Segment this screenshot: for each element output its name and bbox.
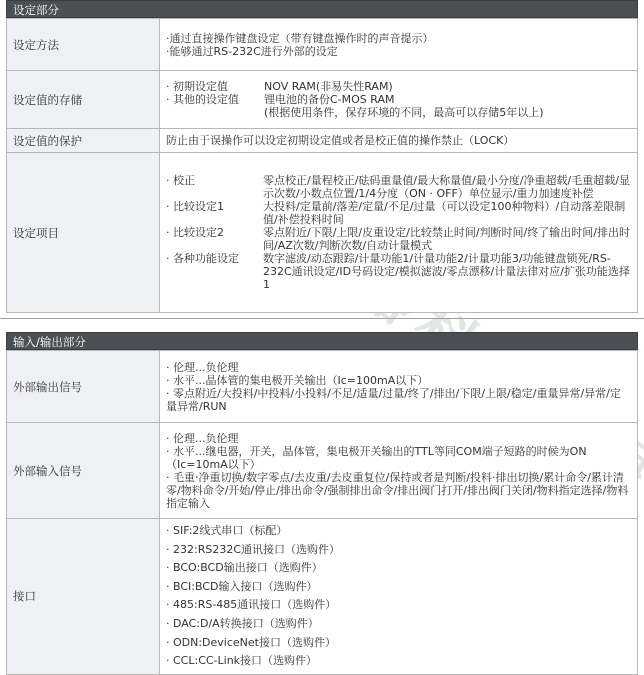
row-label: 接口 xyxy=(7,519,160,675)
settings-section xyxy=(6,0,638,313)
item-key: · 比较设定1 xyxy=(166,200,224,213)
io-section xyxy=(6,332,638,675)
pair-key: · 其他的设定值 xyxy=(166,93,239,106)
storage-pair xyxy=(166,80,631,93)
table-row xyxy=(7,19,638,71)
content-line: · 水平...继电器，开关，晶体管，集电极开关输出的TTL等同COM端子短路的时候为ON（Ic=10mA以下） xyxy=(166,444,587,471)
content-line: · BCI:BCD输入接口（选购件） xyxy=(166,579,318,593)
item-value: 大投料/定量前/落差/定量/不足/过量（可以设定100种物料）/自动落差限制值/补偿投料时间 xyxy=(263,200,626,226)
content-line: · 伦理...负伦理 xyxy=(166,431,239,445)
content-line: ·能够通过RS-232C进行外部的设定 xyxy=(166,44,338,58)
content-line: · CCL:CC-Link接口（选购件） xyxy=(166,654,318,668)
row-label: 外部输出信号 xyxy=(7,351,160,423)
content-line: · 伦理...负伦理 xyxy=(166,360,239,374)
row-content xyxy=(160,71,638,129)
row-content xyxy=(160,129,638,153)
table-row xyxy=(7,71,638,129)
pair-key xyxy=(166,106,264,119)
content-line: · 零点附近/大投料/中投料/小投料/不足/适量/过量/终了/排出/下限/上限/稳定/重量异常/异常/定量异常/RUN xyxy=(166,386,621,413)
content-line: · ODN:DeviceNet接口（选购件） xyxy=(166,635,336,649)
content-line: · 232:RS232C通讯接口（选购件） xyxy=(166,542,340,556)
table-row xyxy=(7,129,638,153)
setting-item xyxy=(166,226,631,252)
row-content xyxy=(160,519,638,675)
item-value: 零点附近/下限/上限/皮重设定/比较禁止时间/判断时间/终了输出时间/排出时间/AZ次数/判断次数/自动计量模式 xyxy=(263,226,630,252)
content-line: · DAC:D/A转换接口（选购件） xyxy=(166,616,319,630)
content-line: · BCO:BCD输出接口（选购件） xyxy=(166,561,323,575)
content-line: · 485:RS-485通讯接口（选购件） xyxy=(166,598,337,612)
row-content xyxy=(160,351,638,423)
table-row xyxy=(7,153,638,313)
settings-header: 设定部分 xyxy=(6,0,638,18)
item-key: · 校正 xyxy=(166,174,195,187)
io-table xyxy=(6,350,638,675)
item-value: 零点校正/量程校正/砝码重量值/最大称量值/最小分度/净重超载/毛重超载/显示次数/小数点位置/1/4分度（ON · OFF）单位显示/重力加速度补偿 xyxy=(263,174,630,200)
section-divider xyxy=(0,318,644,319)
storage-pair xyxy=(166,93,631,106)
io-header: 输入/输出部分 xyxy=(6,332,638,350)
settings-table xyxy=(6,18,638,313)
content-line: · 水平...晶体管的集电极开关输出（Ic=100mA以下） xyxy=(166,373,429,387)
row-label: 设定值的保护 xyxy=(7,129,160,153)
pair-key: · 初期设定值 xyxy=(166,80,228,93)
setting-item xyxy=(166,200,631,226)
row-label: 外部输入信号 xyxy=(7,423,160,519)
table-row xyxy=(7,423,638,519)
row-content xyxy=(160,423,638,519)
row-label: 设定值的存储 xyxy=(7,71,160,129)
setting-item xyxy=(166,174,631,200)
pair-value: NOV RAM(非易失性RAM) xyxy=(264,80,393,93)
content-line: 防止由于误操作可以设定初期设定值或者是校正值的操作禁止（LOCK） xyxy=(166,134,515,147)
setting-item xyxy=(166,252,631,291)
pair-value: 锂电池的备份C-MOS RAM xyxy=(264,93,395,106)
table-row xyxy=(7,519,638,675)
storage-pair xyxy=(166,106,631,119)
row-label: 设定方法 xyxy=(7,19,160,71)
row-content xyxy=(160,19,638,71)
table-row xyxy=(7,351,638,423)
row-content xyxy=(160,153,638,313)
pair-value: (根据使用条件，保存环境的不同，最高可以存储5年以上) xyxy=(264,106,544,119)
row-label: 设定项目 xyxy=(7,153,160,313)
content-line: · SIF:2线式串口（标配） xyxy=(166,524,288,537)
content-line: ·通过直接操作键盘设定（带有键盘操作时的声音提示） xyxy=(166,31,434,45)
item-key: · 各种功能设定 xyxy=(166,252,239,265)
item-key: · 比较设定2 xyxy=(166,226,224,239)
item-value: 数字滤波/动态跟踪/计量功能1/计量功能2/计量功能3/功能键盘锁死/RS-232C通讯设定/ID号码设定/模拟滤波/零点漂移/计量法律对应/扩张功能选择1 xyxy=(263,252,630,291)
content-line: · 毛重·净重切换/数字零点/去皮重/去皮重复位/保持或者是判断/投料·排出切换/累计命令/累计清零/物料命令/开始/停止/排出命令/强制排出命令/排出阀门打开/排出阀门关闭/物料指定选择/物料指定输入 xyxy=(166,470,629,510)
